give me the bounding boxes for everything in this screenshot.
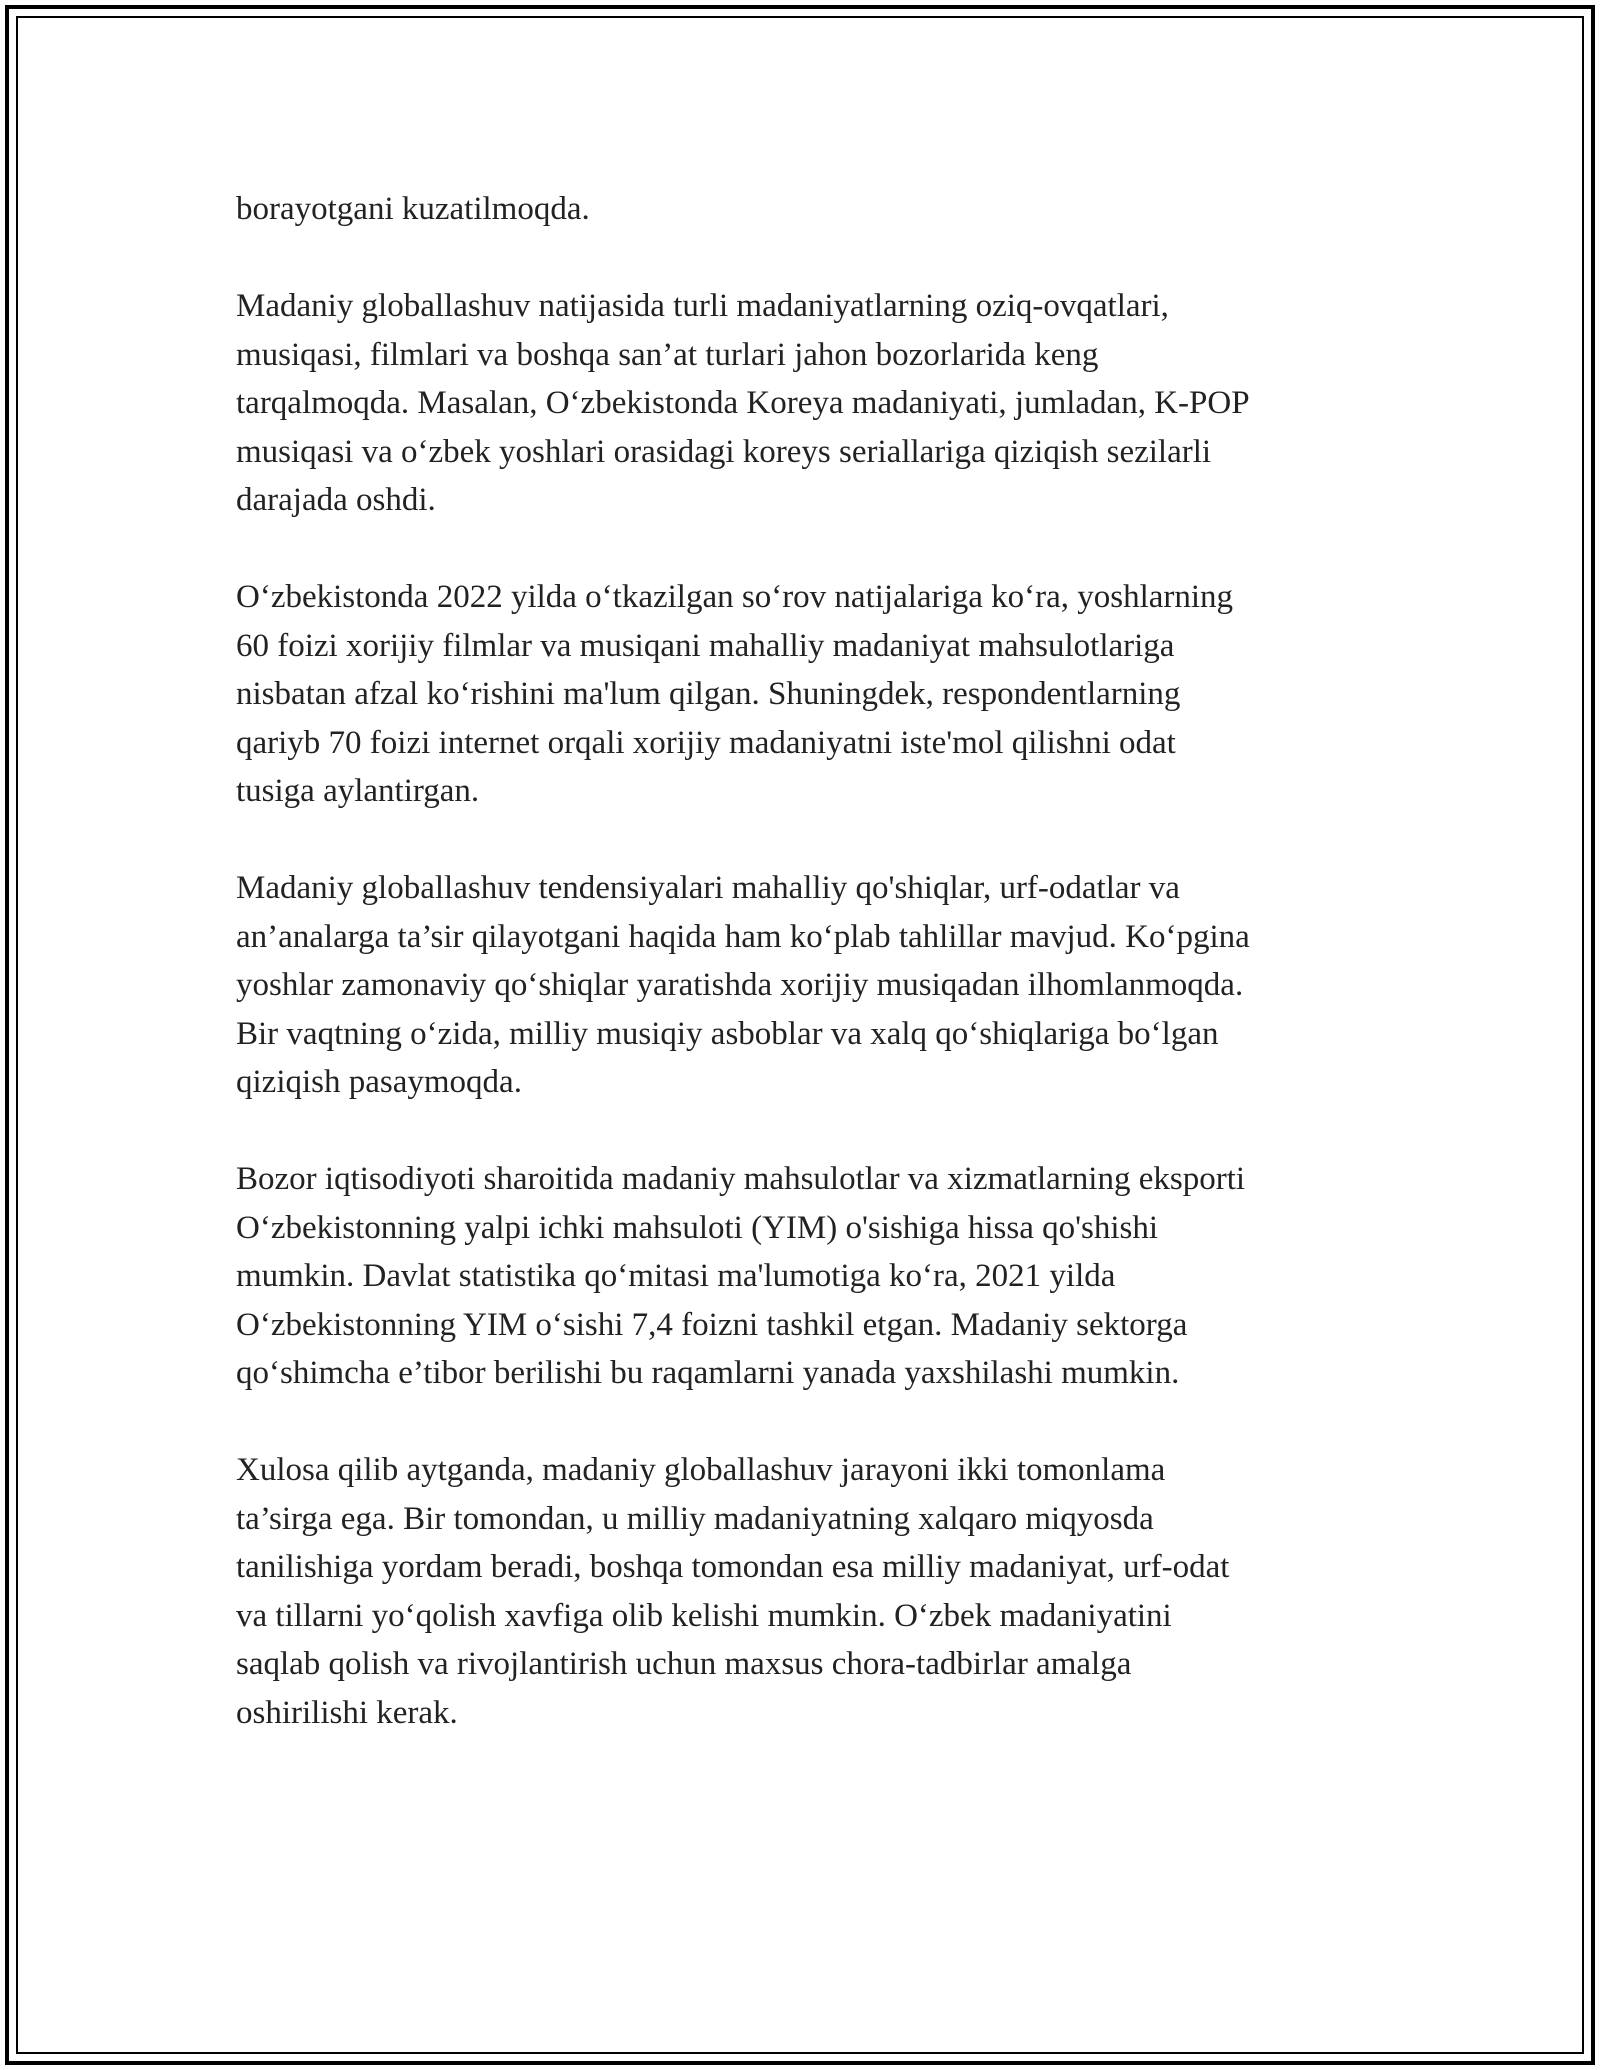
text-line: qo‘shimcha e’tibor berilishi bu raqamlarni yanada yaxshilashi mumkin.	[236, 1355, 1180, 1391]
text-line: darajada oshdi.	[236, 482, 436, 518]
text-line: O‘zbekistonning yalpi ichki mahsuloti (YIM) o'sishiga hissa qo'shishi	[236, 1209, 1159, 1246]
text-line: yoshlar zamonaviy qo‘shiqlar yaratishda xorijiy musiqadan ilhomlanmoqda.	[236, 967, 1244, 1003]
paragraph-continuation	[236, 185, 1386, 234]
text-line: musiqasi va o‘zbek yoshlari orasidagi koreys seriallariga qiziqish sezilarli	[236, 433, 1212, 470]
text-line: an’analarga ta’sir qilayotgani haqida ham ko‘plab tahlillar mavjud. Ko‘pgina	[236, 918, 1250, 955]
text-line: nisbatan afzal ko‘rishini ma'lum qilgan. Shuningdek, respondentlarning	[236, 676, 1181, 712]
text-line: Xulosa qilib aytganda, madaniy globallashuv jarayoni ikki tomonlama	[236, 1452, 1166, 1488]
paragraph-market-economy	[236, 1155, 1386, 1398]
text-line: Madaniy globallashuv tendensiyalari mahalliy qo'shiqlar, urf-odatlar va	[236, 870, 1180, 906]
text-line: tanilishiga yordam beradi, boshqa tomondan esa milliy madaniyat, urf-odat	[236, 1549, 1230, 1585]
document-body	[236, 185, 1386, 1786]
text-line: Madaniy globallashuv natijasida turli madaniyatlarning oziq-ovqatlari,	[236, 288, 1169, 324]
text-line: qariyb 70 foizi internet orqali xorijiy madaniyatni iste'mol qilishni odat	[236, 724, 1176, 761]
paragraph-conclusion	[236, 1446, 1386, 1737]
text-line: ta’sirga ega. Bir tomondan, u milliy madaniyatning xalqaro miqyosda	[236, 1500, 1154, 1537]
text-line: qiziqish pasaymoqda.	[236, 1064, 522, 1100]
text-line: O‘zbekistonda 2022 yilda o‘tkazilgan so‘rov natijalariga ko‘ra, yoshlarning	[236, 579, 1234, 615]
text-line: va tillarni yo‘qolish xavfiga olib kelishi mumkin. O‘zbek madaniyatini	[236, 1597, 1172, 1634]
text-line: tarqalmoqda. Masalan, O‘zbekistonda Koreya madaniyati, jumladan, K-POP	[236, 385, 1250, 421]
paragraph-cultural-globalization	[236, 282, 1386, 525]
text-line: 60 foizi xorijiy filmlar va musiqani mahalliy madaniyat mahsulotlariga	[236, 627, 1175, 664]
text-line: Bir vaqtning o‘zida, milliy musiqiy asboblar va xalq qo‘shiqlariga bo‘lgan	[236, 1015, 1219, 1052]
text-line: mumkin. Davlat statistika qo‘mitasi ma'lumotiga ko‘ra, 2021 yilda	[236, 1258, 1116, 1294]
text-line: saqlab qolish va rivojlantirish uchun maxsus chora-tadbirlar amalga	[236, 1646, 1132, 1682]
paragraph-music-traditions	[236, 864, 1386, 1107]
paragraph-survey-results	[236, 573, 1386, 816]
text-line: oshirilishi kerak.	[236, 1694, 458, 1731]
text-line: borayotgani kuzatilmoqda.	[236, 191, 590, 227]
text-line: tusiga aylantirgan.	[236, 773, 480, 809]
text-line: musiqasi, filmlari va boshqa san’at turlari jahon bozorlarida keng	[236, 336, 1099, 373]
text-line: O‘zbekistonning YIM o‘sishi 7,4 foizni tashkil etgan. Madaniy sektorga	[236, 1306, 1188, 1343]
text-line: Bozor iqtisodiyoti sharoitida madaniy mahsulotlar va xizmatlarning eksporti	[236, 1161, 1246, 1197]
